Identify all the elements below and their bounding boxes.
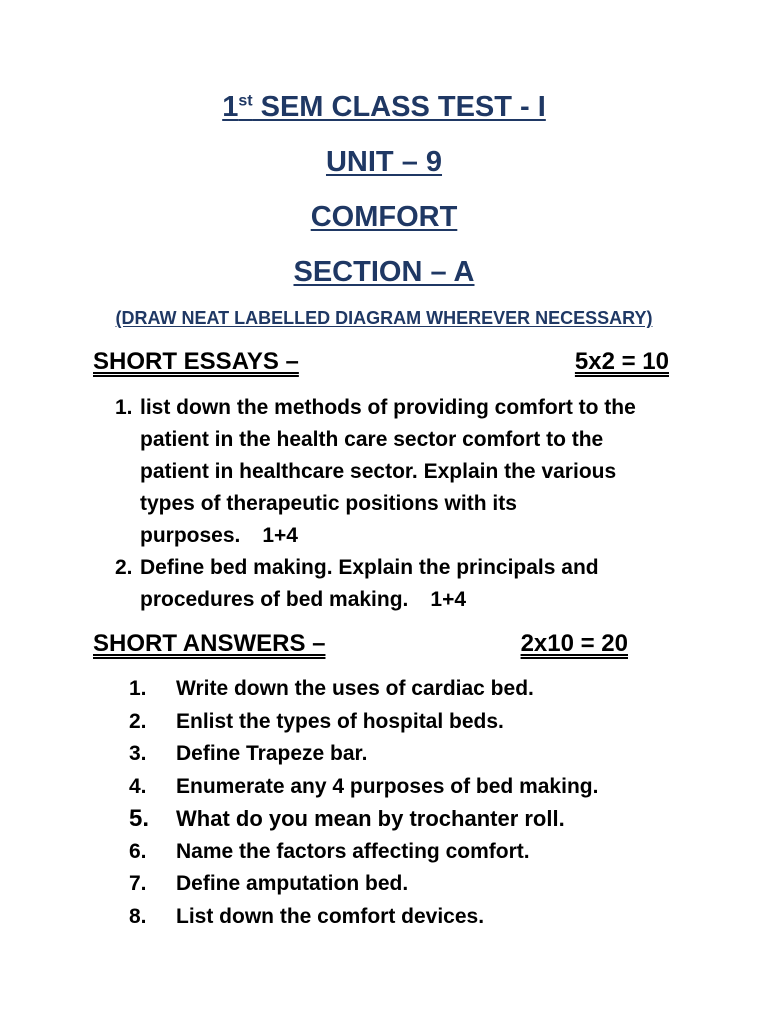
question-text: Write down the uses of cardiac bed.: [176, 677, 534, 701]
unit-heading: UNIT – 9: [325, 146, 443, 178]
short-answers-list: [129, 673, 689, 933]
short-essays-heading: [93, 350, 669, 374]
question-number: 1.: [129, 677, 147, 701]
question-number: 2.: [115, 556, 133, 579]
essay-question: [115, 392, 655, 552]
short-essays-marks: 5x2 = 10: [574, 348, 669, 375]
question-text: Define bed making. Explain the principals and procedures of bed making.: [140, 556, 599, 611]
answer-question: [129, 901, 689, 934]
title-superscript: st: [238, 92, 253, 110]
topic-heading: COMFORT: [310, 201, 458, 233]
short-answers-marks: 2x10 = 20: [520, 630, 628, 657]
answer-question: [129, 706, 689, 739]
answer-question: [129, 771, 689, 804]
question-number: 5.: [129, 805, 150, 833]
test-title: [0, 93, 768, 122]
answer-question: [129, 738, 689, 771]
question-text: Enlist the types of hospital beds.: [176, 709, 504, 733]
answer-question: [129, 868, 689, 901]
short-essays-list: [115, 392, 655, 616]
question-number: 7.: [129, 872, 147, 896]
essay-question: [115, 552, 655, 616]
instruction-note: (DRAW NEAT LABELLED DIAGRAM WHEREVER NECESSARY): [115, 308, 653, 328]
answer-question: [129, 836, 689, 869]
question-number: 6.: [129, 839, 147, 863]
question-text: Name the factors affecting comfort.: [176, 839, 530, 863]
question-text: Define Trapeze bar.: [176, 742, 368, 766]
answer-question: [129, 803, 689, 836]
question-number: 2.: [129, 709, 147, 733]
short-answers-label: SHORT ANSWERS –: [93, 630, 326, 657]
question-text: list down the methods of providing comfort to the patient in the health care sector comfort to the patient in healthcare sector. Explain the various types of therapeutic positions with its purposes.: [140, 396, 636, 547]
question-marks: 1+4: [430, 588, 467, 611]
question-number: 8.: [129, 904, 147, 928]
question-marks: 1+4: [262, 524, 298, 547]
question-number: 3.: [129, 742, 147, 766]
question-number: 4.: [129, 774, 147, 798]
question-text: What do you mean by trochanter roll.: [176, 806, 565, 832]
question-text: Enumerate any 4 purposes of bed making.: [176, 774, 599, 798]
question-text: Define amputation bed.: [176, 872, 409, 896]
title-rest: SEM CLASS TEST - I: [252, 91, 546, 123]
section-heading: SECTION – A: [293, 256, 475, 288]
answer-question: [129, 673, 689, 706]
short-essays-label: SHORT ESSAYS –: [93, 348, 299, 375]
short-answers-heading: [93, 632, 628, 656]
title-lead: 1: [222, 91, 239, 123]
question-text: List down the comfort devices.: [176, 904, 485, 928]
question-number: 1.: [115, 396, 133, 419]
